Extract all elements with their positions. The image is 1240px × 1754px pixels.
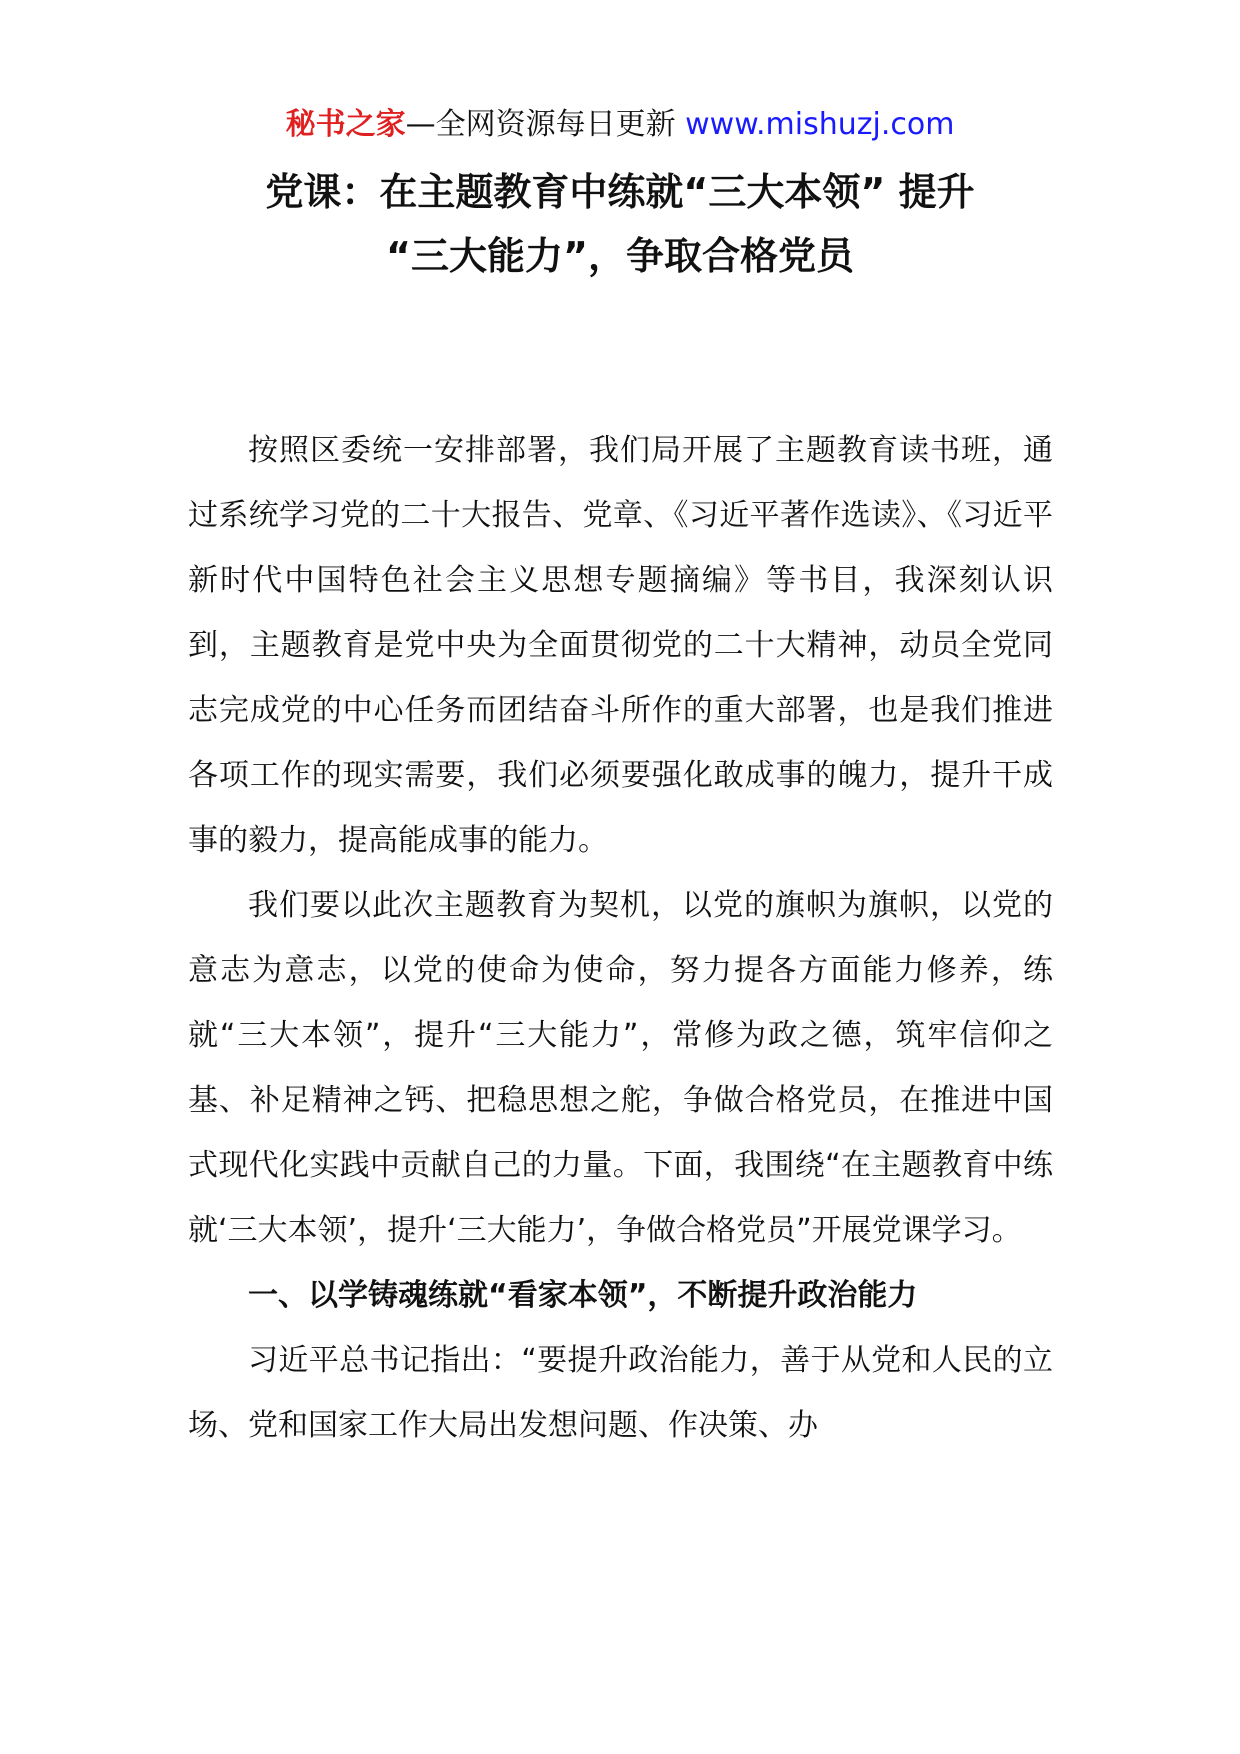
site-url-link[interactable]: www.mishuzj.com <box>685 107 955 142</box>
title-line-1: 党课：在主题教育中练就“三大本领” 提升 <box>265 170 975 214</box>
title-line-2: “三大能力”，争取合格党员 <box>386 234 854 278</box>
document-body <box>188 418 1053 1458</box>
section-heading: 一、以学铸魂练就“看家本领”，不断提升政治能力 <box>248 1278 918 1313</box>
body-paragraph: 按照区委统一安排部署，我们局开展了主题教育读书班，通过系统学习党的二十大报告、党章、《习近平著作选读》、《习近平新时代中国特色社会主义思想专题摘编》等书目，我深刻认识到，主题教育是党中央为全面贯彻党的二十大精神，动员全党同志完成党的中心任务而团结奋斗所作的重大部署，也是我们推进各项工作的现实需要，我们必须要强化敢成事的魄力，提升干成事的毅力，提高能成事的能力。 <box>188 433 1053 858</box>
body-paragraph: 我们要以此次主题教育为契机，以党的旗帜为旗帜，以党的意志为意志，以党的使命为使命，努力提各方面能力修养，练就“三大本领”，提升“三大能力”，常修为政之德，筑牢信仰之基、补足精神之钙、把稳思想之舵，争做合格党员，在推进中国式现代化实践中贡献自己的力量。下面，我围绕“在主题教育中练就‘三大本领’，提升‘三大能力’，争做合格党员”开展党课学习。 <box>188 888 1053 1248</box>
body-paragraph: 习近平总书记指出：“要提升政治能力，善于从党和人民的立场、党和国家工作大局出发想问题、作决策、办 <box>188 1343 1053 1443</box>
document-title <box>150 160 1090 288</box>
site-header <box>0 103 1240 147</box>
brand-name: 秘书之家 <box>285 107 406 142</box>
site-tagline: —全网资源每日更新 <box>405 107 686 142</box>
